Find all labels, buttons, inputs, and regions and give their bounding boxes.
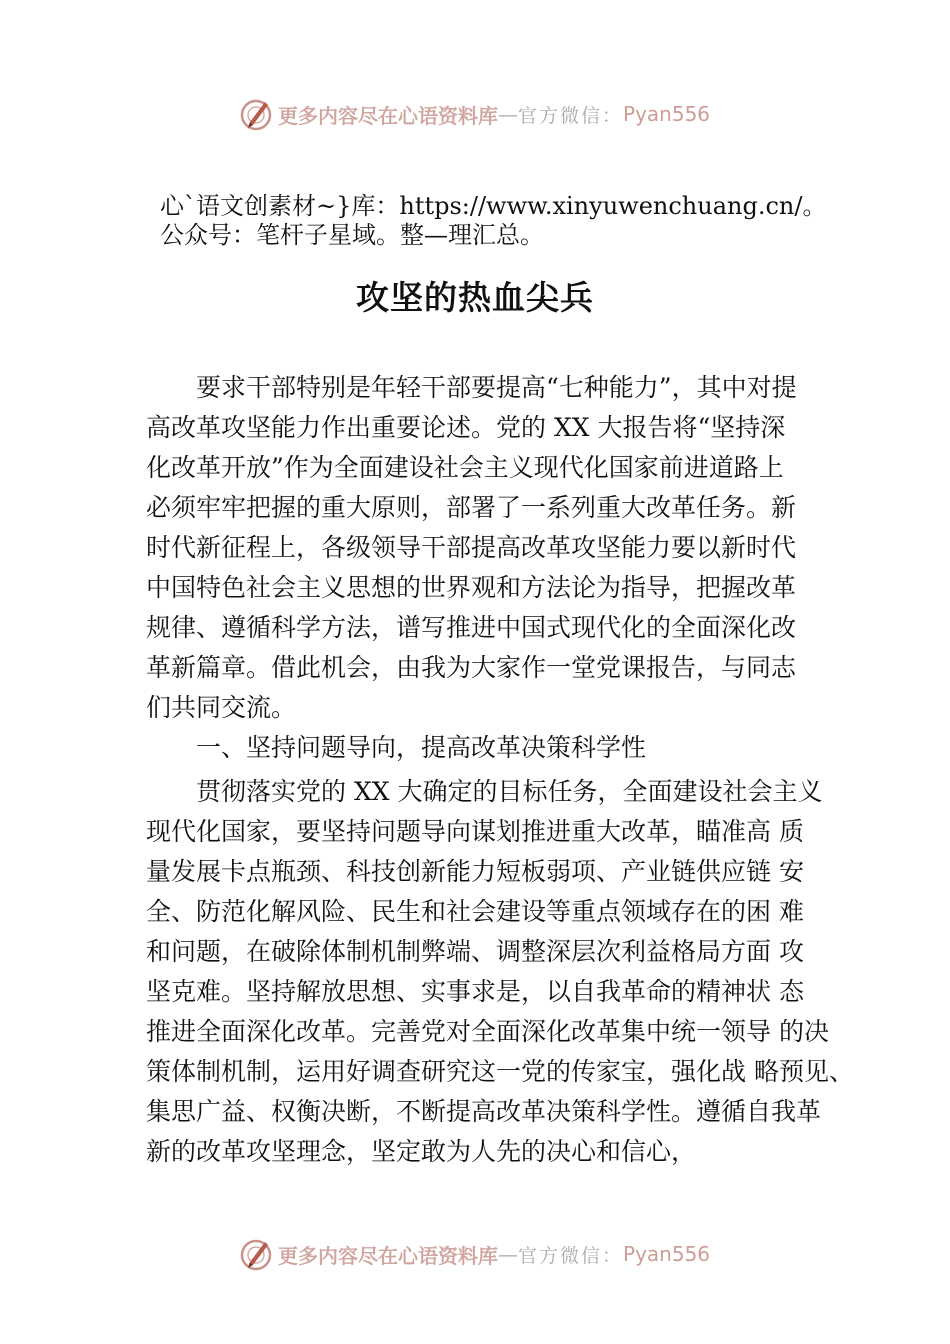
document-title: 攻坚的热血尖兵	[356, 278, 594, 317]
header-banner	[238, 94, 738, 134]
banner-label: 官方微信：	[518, 1244, 624, 1267]
body-line: 要求干部特别是年轻干部要提高“七种能力”，其中对提	[146, 373, 797, 402]
body-line: 时代新征程上，各级领导干部提高改革攻坚能力要以新时代	[146, 533, 797, 562]
body-line: 中国特色社会主义思想的世界观和方法论为指导，把握改革	[146, 573, 797, 602]
banner-wechat-id: Pyan556	[623, 102, 711, 126]
body-line: 高改革攻坚能力作出重要论述。党的 XX 大报告将“坚持深	[146, 413, 786, 442]
body-line: 化改革开放”作为全面建设社会主义现代化国家前进道路上	[146, 453, 784, 482]
banner-separator: —	[498, 1242, 518, 1266]
body-line: 新的改革攻坚理念，坚定敢为人先的决心和信心，	[146, 1137, 697, 1166]
body-line: 集思广益、权衡决断，不断提高改革决策科学性。遵循自我革	[146, 1097, 822, 1126]
banner-slogan: 更多内容尽在心语资料库	[278, 103, 498, 128]
body-line: 规律、遵循科学方法，谱写推进中国式现代化的全面深化改	[146, 613, 797, 642]
body-line: 现代化国家，要坚持问题导向谋划推进重大改革，瞄准高 质	[146, 817, 804, 846]
section-heading: 一、坚持问题导向，提高改革决策科学性	[146, 733, 647, 762]
pen-logo-icon	[238, 96, 274, 132]
banner-separator: —	[498, 102, 518, 126]
body-line: 革新篇章。借此机会，由我为大家作一堂党课报告，与同志	[146, 653, 797, 682]
banner-wechat-id: Pyan556	[623, 1242, 711, 1266]
body-line: 策体制机制，运用好调查研究这一党的传家宝，强化战 略预见、	[146, 1057, 854, 1086]
body-line: 们共同交流。	[146, 693, 297, 722]
body-line: 贯彻落实党的 XX 大确定的目标任务，全面建设社会主义	[146, 777, 823, 806]
body-line: 必须牢牢把握的重大原则，部署了一系列重大改革任务。新	[146, 493, 797, 522]
body-line: 坚克难。坚持解放思想、实事求是，以自我革命的精神状 态	[146, 977, 804, 1006]
pen-logo-icon	[238, 1236, 274, 1272]
footer-banner	[238, 1234, 738, 1274]
source-note: 心`语文创素材~}库：https://www.xinyuwenchuang.cn/。公众号：笔杆子星域。整—理汇总。	[160, 192, 827, 249]
body-line: 和问题，在破除体制机制弊端、调整深层次利益格局方面 攻	[146, 937, 804, 966]
banner-slogan: 更多内容尽在心语资料库	[278, 1243, 498, 1268]
banner-label: 官方微信：	[518, 104, 624, 127]
body-line: 推进全面深化改革。完善党对全面深化改革集中统一领导 的决	[146, 1017, 829, 1046]
body-line: 全、防范化解风险、民生和社会建设等重点领域存在的困 难	[146, 897, 804, 926]
body-line: 量发展卡点瓶颈、科技创新能力短板弱项、产业链供应链 安	[146, 857, 804, 886]
